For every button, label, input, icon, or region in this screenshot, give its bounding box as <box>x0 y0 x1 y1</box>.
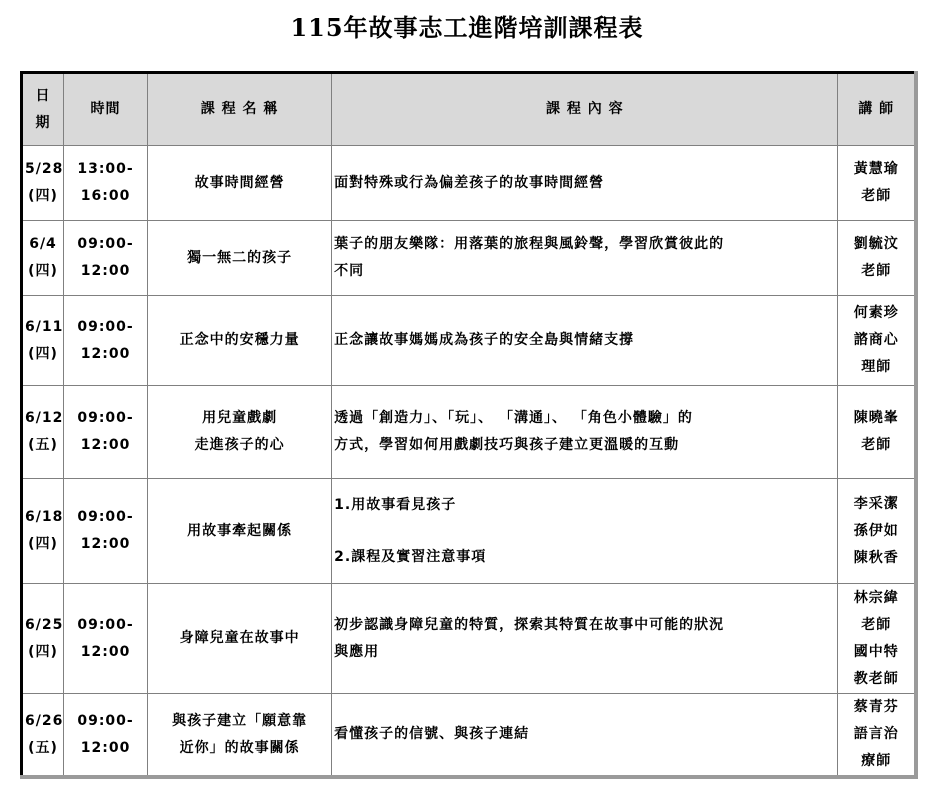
teacher-cell-line: 老師 <box>861 616 892 633</box>
time-cell-line: 09:00- <box>77 236 134 252</box>
course-name-cell-line: 獨一無二的孩子 <box>187 249 293 266</box>
teacher-cell-line: 陳曉峯 <box>853 410 899 426</box>
date-cell-line: 6/26 <box>25 712 64 729</box>
header-date-line: 期 <box>35 114 51 131</box>
header-row <box>22 73 917 146</box>
course-content-cell <box>332 221 838 296</box>
table-row <box>22 146 917 221</box>
date-cell <box>22 221 64 296</box>
table-row <box>22 479 917 584</box>
course-name-cell <box>148 694 332 778</box>
date-cell-line: (四) <box>28 643 58 660</box>
time-cell-line: 09:00- <box>77 410 134 426</box>
teacher-cell-line: 理師 <box>861 359 892 375</box>
course-content-cell-line: 透過「創造力」、「玩」、 「溝通」、 「角色小體驗」的 <box>334 410 693 426</box>
table-row <box>22 386 917 479</box>
teacher-cell <box>838 584 916 694</box>
course-content-cell-line: 與應用 <box>334 643 380 660</box>
date-cell-line: 5/28 <box>25 161 64 177</box>
teacher-cell-line: 諮商心 <box>853 332 899 348</box>
date-cell-line: 6/4 <box>29 236 57 252</box>
time-cell-line: 13:00- <box>77 161 134 177</box>
teacher-cell-line: 黃慧瑜 <box>853 161 899 177</box>
date-cell-line: (四) <box>28 263 58 279</box>
course-name-cell-line: 正念中的安穩力量 <box>179 332 300 348</box>
teacher-cell <box>838 694 916 778</box>
time-cell <box>64 694 148 778</box>
teacher-cell-line: 療師 <box>861 753 892 769</box>
course-name-cell-line: 故事時間經營 <box>194 174 285 191</box>
time-cell-line: 09:00- <box>77 616 134 633</box>
course-name-cell <box>148 386 332 479</box>
date-cell-line: 6/25 <box>25 616 64 633</box>
time-cell-line: 12:00 <box>80 739 131 756</box>
course-content-cell-line: 葉子的朋友樂隊：用落葉的旅程與風鈴聲，學習欣賞彼此的 <box>334 236 725 252</box>
time-cell-line: 09:00- <box>77 712 134 729</box>
course-content-cell-line: 1.用故事看見孩子 <box>334 496 457 513</box>
date-cell-line: (五) <box>28 739 58 756</box>
teacher-cell-line: 孫伊如 <box>853 522 899 539</box>
course-content-cell <box>332 694 838 778</box>
time-cell-line: 12:00 <box>80 536 131 552</box>
table-row <box>22 296 917 386</box>
time-cell-line: 09:00- <box>77 318 134 335</box>
time-cell <box>64 479 148 584</box>
course-name-cell-line: 身障兒童在故事中 <box>179 630 300 646</box>
teacher-cell <box>838 221 916 296</box>
course-name-cell <box>148 479 332 584</box>
time-cell-line: 12:00 <box>80 437 131 453</box>
teacher-cell-line: 李采潔 <box>853 495 899 512</box>
course-name-cell-line: 用兒童戲劇 <box>202 410 278 426</box>
date-cell-line: 6/12 <box>25 410 64 426</box>
time-cell-line: 12:00 <box>80 345 131 362</box>
course-content-cell-line: 不同 <box>334 263 365 279</box>
course-content-cell <box>332 296 838 386</box>
teacher-cell-line: 老師 <box>861 437 892 453</box>
course-content-cell <box>332 146 838 221</box>
header-course-name: 課 程 名 稱 <box>148 73 332 146</box>
course-content-cell-line: 方式，學習如何用戲劇技巧與孩子建立更溫暖的互動 <box>334 437 680 453</box>
course-content-cell <box>332 584 838 694</box>
teacher-cell-line: 蔡青芬 <box>853 699 899 715</box>
teacher-cell-line: 陳秋香 <box>853 549 899 566</box>
time-cell-line: 12:00 <box>80 643 131 660</box>
course-name-cell <box>148 296 332 386</box>
course-content-cell-line: 2.課程及實習注意事項 <box>334 548 487 565</box>
header-date-line: 日 <box>35 87 51 104</box>
course-content-cell-line: 面對特殊或行為偏差孩子的故事時間經營 <box>334 174 605 191</box>
time-cell-line: 16:00 <box>80 188 131 204</box>
header-course-content: 課 程 內 容 <box>332 73 838 146</box>
course-content-cell-line <box>334 519 835 544</box>
date-cell-line: 6/11 <box>25 318 64 335</box>
course-content-cell-line: 看懂孩子的信號、與孩子連結 <box>334 726 530 742</box>
teacher-cell <box>838 296 916 386</box>
date-cell-line: 6/18 <box>25 509 64 525</box>
header-date <box>22 73 64 146</box>
time-cell <box>64 386 148 479</box>
course-name-cell <box>148 584 332 694</box>
time-cell <box>64 146 148 221</box>
date-cell <box>22 479 64 584</box>
date-cell <box>22 584 64 694</box>
course-content-cell-line: 正念讓故事媽媽成為孩子的安全島與情緒支撐 <box>334 332 635 348</box>
course-name-cell-line: 用故事牽起關係 <box>187 522 293 539</box>
header-teacher: 講 師 <box>838 73 916 146</box>
time-cell-line: 09:00- <box>77 509 134 525</box>
course-name-cell <box>148 146 332 221</box>
course-name-cell-line: 與孩子建立「願意靠 <box>172 712 308 729</box>
date-cell <box>22 146 64 221</box>
teacher-cell-line: 教老師 <box>853 670 899 687</box>
teacher-cell-line: 何素珍 <box>853 305 899 321</box>
teacher-cell <box>838 386 916 479</box>
date-cell-line: (四) <box>28 188 58 204</box>
time-cell <box>64 221 148 296</box>
date-cell <box>22 296 64 386</box>
teacher-cell-line: 林宗緯 <box>853 589 899 606</box>
date-cell-line: (五) <box>28 437 58 453</box>
date-cell-line: (四) <box>28 345 58 362</box>
teacher-cell <box>838 479 916 584</box>
course-content-cell-line: 初步認識身障兒童的特質，探索其特質在故事中可能的狀況 <box>334 616 725 633</box>
teacher-cell-line: 劉毓汶 <box>853 236 899 252</box>
date-cell-line: (四) <box>28 536 58 552</box>
teacher-cell <box>838 146 916 221</box>
table-row <box>22 221 917 296</box>
time-cell <box>64 296 148 386</box>
time-cell-line: 12:00 <box>80 263 131 279</box>
teacher-cell-line: 老師 <box>861 263 892 279</box>
table-row <box>22 584 917 694</box>
course-name-cell <box>148 221 332 296</box>
course-name-cell-line: 近你」的故事關係 <box>179 739 300 756</box>
course-content-cell <box>332 386 838 479</box>
date-cell <box>22 386 64 479</box>
teacher-cell-line: 老師 <box>861 188 892 204</box>
date-cell <box>22 694 64 778</box>
header-time: 時間 <box>64 73 148 146</box>
table-row <box>22 694 917 778</box>
course-name-cell-line: 走進孩子的心 <box>194 437 285 453</box>
course-schedule-table <box>20 71 918 779</box>
teacher-cell-line: 國中特 <box>853 643 899 660</box>
course-content-cell <box>332 479 838 584</box>
time-cell <box>64 584 148 694</box>
page-title: 115年故事志工進階培訓課程表 <box>290 13 644 42</box>
teacher-cell-line: 語言治 <box>853 726 899 742</box>
